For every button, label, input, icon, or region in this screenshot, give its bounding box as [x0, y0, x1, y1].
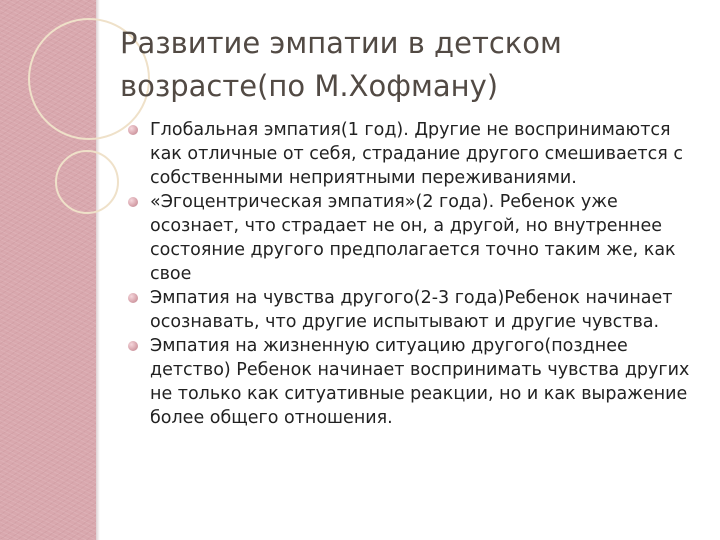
- bullet-dot-icon: [128, 341, 138, 351]
- bullet-dot-icon: [128, 197, 138, 207]
- bullet-text: «Эгоцентрическая эмпатия»(2 года). Ребенок уже осознает, что страдает не он, а другой, но внутреннее состояние другого предполагается точно таким же, как свое: [150, 192, 676, 284]
- bullet-dot-icon: [128, 125, 138, 135]
- decorative-ring-small: [55, 150, 119, 214]
- bullet-item: [128, 190, 703, 286]
- bullet-text: Эмпатия на жизненную ситуацию другого(позднее детство) Ребенок начинает воспринимать чувства других не только как ситуативные реакции, но и как выражение более общего отношения.: [150, 336, 690, 428]
- bullet-item: [128, 334, 703, 430]
- bullet-list: [128, 118, 703, 430]
- bullet-text: Эмпатия на чувства другого(2-3 года)Ребенок начинает осознавать, что другие испытывают и другие чувства.: [150, 288, 673, 332]
- bullet-text: Глобальная эмпатия(1 год). Другие не воспринимаются как отличные от себя, страдание другого смешивается с собственными неприятными переживаниями.: [150, 120, 683, 188]
- bullet-item: [128, 118, 703, 190]
- bullet-dot-icon: [128, 293, 138, 303]
- bullet-item: [128, 286, 703, 334]
- slide-title: Развитие эмпатии в детском возрасте(по М.Хофману): [120, 26, 562, 103]
